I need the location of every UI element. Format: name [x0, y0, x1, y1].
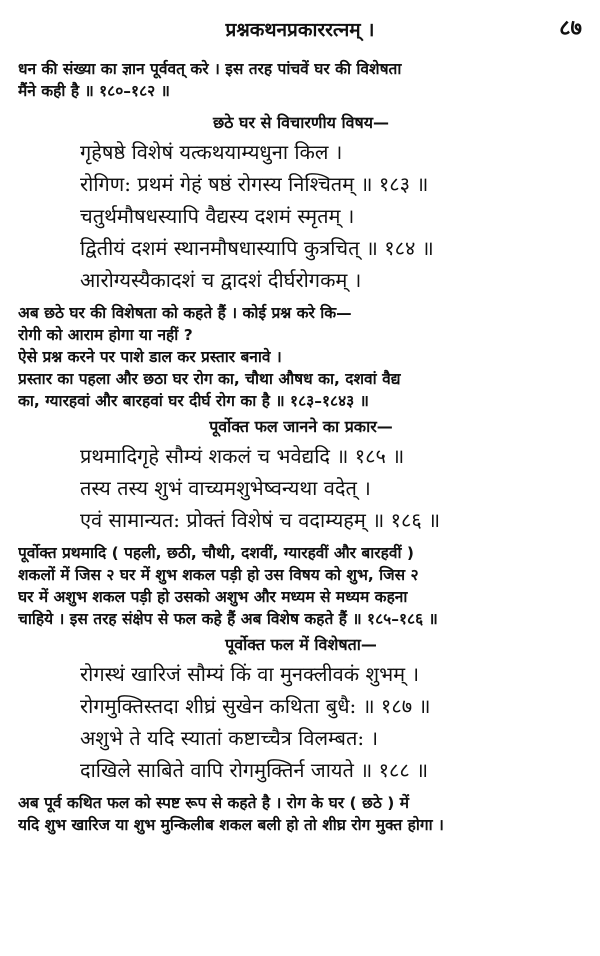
prose-line: यदि शुभ खारिज या शुभ मुन्किलीब शकल बली हो तो शीघ्र रोग मुक्त होगा । — [18, 816, 444, 834]
section-heading-specifics: पूर्वोक्त फल में विशेषता— — [225, 635, 377, 654]
prose-line: प्रस्तार का पहला और छठा घर रोग का, चौथा औषध का, दशवां वैद्य — [18, 370, 401, 388]
paragraph-4 — [18, 792, 584, 836]
verse-line: एवं सामान्यत: प्रोक्तं विशेषं च वदाम्यहम् ॥ १८६ ॥ — [80, 508, 441, 532]
prose-line: ऐसे प्रश्न करने पर पाशे डाल कर प्रस्तार बनावे । — [18, 348, 282, 366]
verse-line: चतुर्थमौषधस्यापि वैद्यस्य दशमं स्मृतम् । — [80, 204, 355, 228]
verse-line: दाखिले साबिते वापि रोगमुक्तिर्न जायते ॥ १८८ ॥ — [80, 758, 429, 782]
verse-line: गृहेषष्ठे विशेषं यत्कथयाम्यधुना किल । — [80, 140, 343, 164]
paragraph-2 — [18, 302, 584, 412]
paragraph-1 — [18, 58, 584, 102]
page-number: ८७ — [559, 16, 582, 41]
prose-line: पूर्वोक्त प्रथमादि ( पहली, छठी, चौथी, दशवीं, ग्यारहवीं और बारहवीं ) — [18, 544, 414, 562]
prose-line: शकलों में जिस २ घर में शुभ शकल पड़ी हो उस विषय को शुभ, जिस २ — [18, 566, 419, 584]
prose-line: का, ग्यारहवां और बारहवां घर दीर्घ रोग का है ॥ १८३–१८४३ ॥ — [18, 392, 369, 410]
prose-line: अब पूर्व कथित फल को स्पष्ट रूप से कहते है । रोग के घर ( छठे ) में — [18, 794, 409, 812]
paragraph-3 — [18, 542, 584, 630]
verse-line: अशुभे ते यदि स्यातां कष्टाच्चैत्र विलम्बत: । — [80, 726, 379, 750]
verse-line: रोगिण: प्रथमं गेहं षष्ठं रोगस्य निश्चितम् ॥ १८३ ॥ — [80, 172, 429, 196]
prose-line: मैंने कही है ॥ १८०–१८२ ॥ — [18, 82, 170, 100]
verse-line: तस्य तस्य शुभं वाच्यमशुभेष्वन्यथा वदेत् । — [80, 476, 371, 500]
verse-block-2 — [18, 440, 584, 536]
verse-block-1 — [18, 136, 584, 296]
verse-line: द्वितीयं दशमं स्थानमौषधास्यापि कुत्रचित् ॥ १८४ ॥ — [80, 236, 434, 260]
section-heading-method: पूर्वोक्त फल जानने का प्रकार— — [209, 417, 393, 436]
verse-block-3 — [18, 658, 584, 786]
prose-line: घर में अशुभ शकल पड़ी हो उसको अशुभ और मध्यम से मध्यम कहना — [18, 588, 408, 606]
prose-line: रोगी को आराम होगा या नहीं ? — [18, 326, 193, 344]
verse-line: रोगस्थं खारिजं सौम्यं किं वा मुनक्लीवकं शुभम् । — [80, 662, 420, 686]
page-body — [18, 58, 584, 836]
section-heading-sixth-house: छठे घर से विचारणीय विषय— — [212, 113, 390, 132]
verse-line: प्रथमादिगृहे सौम्यं शकलं च भवेद्यदि ॥ १८५ ॥ — [80, 444, 405, 468]
page-header — [0, 8, 600, 44]
verse-line: रोगमुक्तिस्तदा शीघ्रं सुखेन कथिता बुधै: ॥ १८७ ॥ — [80, 694, 431, 718]
running-title: प्रश्नकथनप्रकाररत्नम् । — [225, 19, 375, 41]
prose-line: अब छठे घर की विशेषता को कहते हैं । कोई प्रश्न करे कि— — [18, 304, 352, 322]
verse-line: आरोग्यस्यैकादशं च द्वादशं दीर्घरोगकम् । — [80, 268, 362, 292]
prose-line: धन की संख्या का ज्ञान पूर्ववत् करे । इस तरह पांचवें घर की विशेषता — [18, 60, 402, 78]
prose-line: चाहिये । इस तरह संक्षेप से फल कहे हैं अब विशेष कहते हैं ॥ १८५–१८६ ॥ — [18, 610, 438, 628]
